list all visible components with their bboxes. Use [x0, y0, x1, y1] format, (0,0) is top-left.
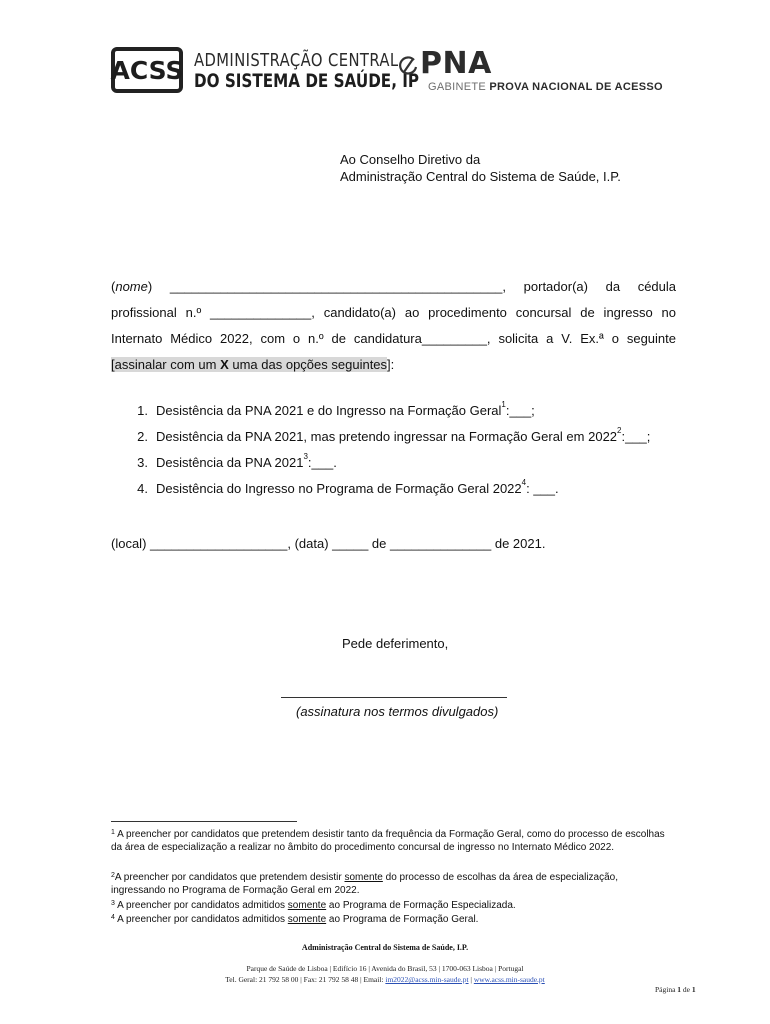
signature-label: (assinatura nos termos divulgados)	[296, 704, 499, 719]
acss-name-line1: ADMINISTRAÇÃO CENTRAL	[194, 50, 399, 71]
footnote-number: 2	[111, 872, 115, 879]
list-item	[111, 450, 711, 476]
instruction-highlight	[111, 357, 387, 372]
footnote-separator	[111, 821, 297, 822]
addressee-block	[340, 151, 621, 185]
list-item	[111, 476, 711, 502]
pna-subtitle-bold: PROVA NACIONAL DE ACESSO	[489, 81, 663, 93]
option-number: 2.	[137, 429, 148, 444]
option-text	[156, 450, 337, 476]
instruction-text-b: uma das opções seguintes	[228, 357, 388, 372]
place-date-line: (local) ___________________, (data) _____ de ______________ de 2021.	[111, 536, 546, 551]
page-label: Página	[655, 985, 678, 994]
footnote-2	[111, 871, 666, 897]
footnote-text: A preencher por candidatos que pretendem desistir tanto da frequência da Formação Geral, como do processo de escolhas da área de especialização a realizar no âmbito do procedimento concursal de ingresso no Internato Médico 2022.	[111, 829, 665, 853]
pna-logo-text: PNA	[420, 46, 492, 81]
nome-label: nome	[115, 279, 148, 294]
option-text	[156, 398, 535, 424]
closing-text: Pede deferimento,	[342, 636, 449, 651]
footnote-text: do processo de escolhas da área de especialização, ingressando no Programa de Formação Geral em 2022.	[111, 872, 619, 896]
footnote-emphasis: somente	[287, 914, 327, 925]
instruction-text-a: [assinalar com um	[111, 357, 221, 372]
list-item	[111, 424, 711, 450]
option-number: 3.	[137, 455, 148, 470]
option-label: Desistência da PNA 2021 e do Ingresso na Formação Geral	[156, 403, 502, 418]
paragraph-close: ]:	[387, 357, 395, 372]
footnote-ref: 2	[617, 426, 622, 435]
footnote-emphasis: somente	[287, 900, 327, 911]
option-number: 1.	[137, 403, 148, 418]
footer-email-link[interactable]: im2022@acss.min-saude.pt	[385, 975, 469, 984]
pna-subtitle-gray: GABINETE	[428, 81, 487, 93]
footnote-text: A preencher por candidatos que pretendem desistir	[114, 872, 345, 883]
footer-website-link[interactable]: www.acss.min-saude.pt	[473, 975, 545, 984]
addressee-line2: Administração Central do Sistema de Saúde, I.P.	[340, 169, 621, 184]
option-text	[156, 476, 559, 502]
footnote-3	[111, 899, 666, 912]
page-total: 1	[691, 985, 696, 994]
instruction-x: X	[220, 357, 229, 372]
footer-separator: |	[468, 975, 474, 984]
footnote-number: 1	[111, 829, 115, 836]
acss-logo-text: ACSS	[110, 55, 184, 85]
acss-logo	[111, 47, 183, 93]
option-label: Desistência da PNA 2021	[156, 455, 304, 470]
option-blank: : ___.	[526, 481, 559, 496]
footer-contacts	[0, 975, 770, 984]
acss-name-line2: DO SISTEMA DE SAÚDE, IP	[194, 70, 420, 92]
page-of: de	[681, 985, 692, 994]
footer-phone-fax: Tel. Geral: 21 792 58 00 | Fax: 21 792 58 48 | Email:	[225, 975, 386, 984]
footnote-4	[111, 913, 666, 926]
footnote-ref: 4	[521, 478, 527, 487]
footer-title: Administração Central do Sistema de Saúde, I.P.	[301, 943, 469, 952]
page-current: 1	[677, 985, 682, 994]
option-label: Desistência do Ingresso no Programa de Formação Geral 2022	[156, 481, 522, 496]
footnote-text: ao Programa de Formação Especializada.	[326, 900, 516, 911]
footnote-text: ao Programa de Formação Geral.	[326, 914, 479, 925]
option-blank: :___;	[621, 429, 651, 444]
option-text	[156, 424, 650, 450]
footnote-number: 3	[111, 900, 115, 907]
option-blank: :___;	[505, 403, 535, 418]
footnote-emphasis: somente	[344, 872, 383, 883]
pna-subtitle	[428, 81, 663, 93]
page-number	[655, 985, 696, 994]
paragraph-body: ) ______________________________________________, portador(a) da cédula profissional n.º ______________, candidato(a) ao procedimento concursal de ingresso no Internato Médico 2022, com o n.º de candidatura_________, solicita a V. Ex.ª o seguinte	[111, 279, 676, 346]
request-paragraph	[111, 274, 676, 378]
signature-line	[281, 697, 507, 698]
footnote-ref: 1	[501, 400, 506, 409]
option-label: Desistência da PNA 2021, mas pretendo ingressar na Formação Geral em 2022	[156, 429, 618, 444]
footnote-ref: 3	[303, 452, 308, 461]
pna-logo-icon	[397, 54, 419, 76]
footnote-number: 4	[111, 914, 115, 921]
paren-open: (	[111, 279, 116, 294]
options-list	[111, 398, 711, 502]
addressee-line1: Ao Conselho Diretivo da	[340, 152, 481, 167]
footer-address: Parque de Saúde de Lisboa | Edifício 16 | Avenida do Brasil, 53 | 1700-063 Lisboa | Portugal	[246, 964, 524, 973]
list-item	[111, 398, 711, 424]
footnote-text: A preencher por candidatos admitidos	[114, 914, 288, 925]
footnote-text: A preencher por candidatos admitidos	[114, 900, 288, 911]
option-number: 4.	[137, 481, 148, 496]
footnote-1	[111, 828, 666, 854]
option-blank: :___.	[307, 455, 337, 470]
